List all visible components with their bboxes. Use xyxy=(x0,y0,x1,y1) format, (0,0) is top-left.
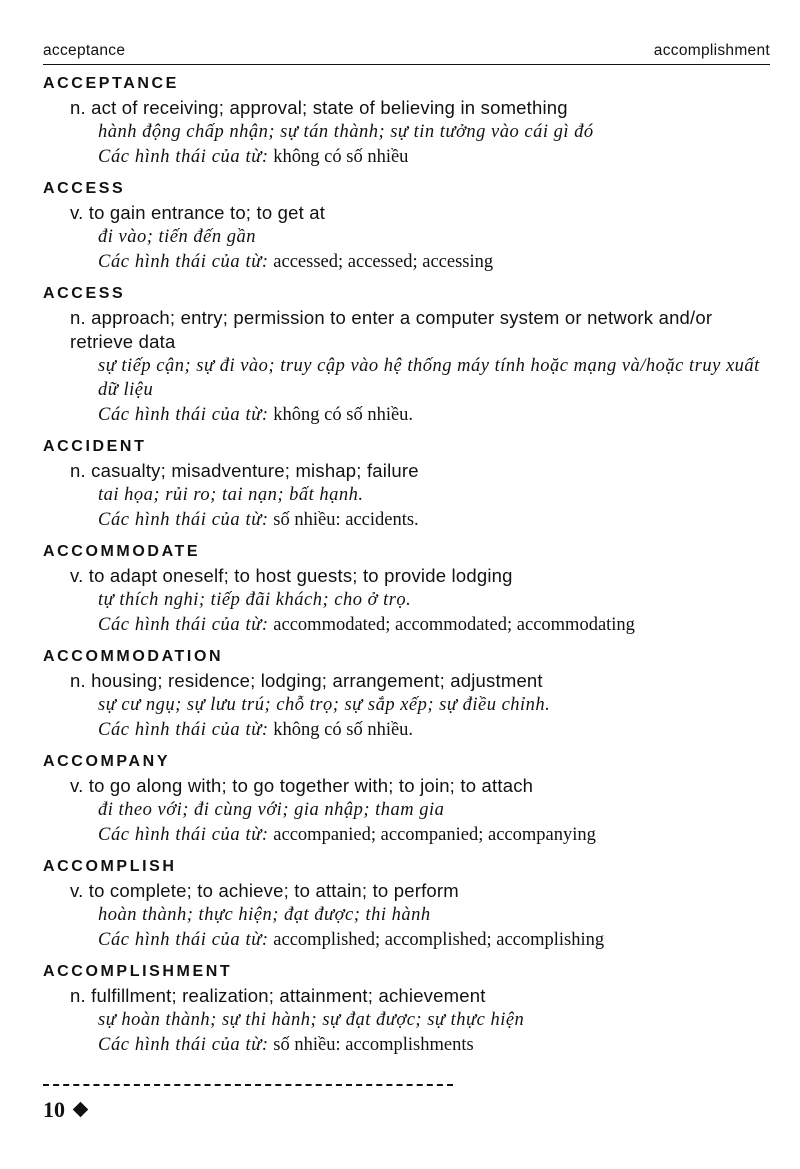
entry-accommodate xyxy=(43,540,770,638)
headword: ACCESS xyxy=(43,180,126,197)
entry-body xyxy=(43,201,770,275)
word-forms-label: Các hình thái của từ: xyxy=(98,825,269,845)
running-header xyxy=(43,40,770,65)
word-forms-label: Các hình thái của từ: xyxy=(98,930,269,950)
word-forms xyxy=(70,717,770,743)
headword: ACCESS xyxy=(43,285,126,302)
left-guide-word: acceptance xyxy=(43,42,126,59)
word-forms-value: accessed; accessed; accessing xyxy=(273,252,494,272)
entry-body xyxy=(43,306,770,428)
english-definition: n. housing; residence; lodging; arrangement; adjustment xyxy=(70,670,543,691)
page-footer xyxy=(43,1097,86,1123)
headword: ACCOMPLISH xyxy=(43,858,177,875)
diamond-icon xyxy=(73,1102,89,1118)
entry-accomplishment xyxy=(43,960,770,1058)
english-definition: v. to gain entrance to; to get at xyxy=(70,202,326,223)
english-definition: n. act of receiving; approval; state of believing in something xyxy=(70,97,568,118)
word-forms-label: Các hình thái của từ: xyxy=(98,1035,269,1055)
word-forms-value: accompanied; accompanied; accompanying xyxy=(273,825,596,845)
word-forms-value: không có số nhiều. xyxy=(273,405,414,425)
headword: ACCIDENT xyxy=(43,438,147,455)
entry-accompany xyxy=(43,750,770,848)
headword: ACCOMPANY xyxy=(43,753,171,770)
word-forms-label: Các hình thái của từ: xyxy=(98,720,269,740)
entry-access-noun xyxy=(43,282,770,428)
word-forms-value: accommodated; accommodated; accommodating xyxy=(273,615,635,635)
word-forms-label: Các hình thái của từ: xyxy=(98,405,269,425)
entry-accident xyxy=(43,435,770,533)
vietnamese-translation: đi vào; tiến đến gần xyxy=(98,227,256,247)
headword: ACCOMPLISHMENT xyxy=(43,963,233,980)
vietnamese-translation: tai họa; rủi ro; tai nạn; bất hạnh. xyxy=(98,485,364,505)
page-number: 10 xyxy=(43,1097,65,1122)
entry-body xyxy=(43,459,770,533)
english-definition: n. approach; entry; permission to enter a computer system or network and/or retrieve data xyxy=(70,307,713,352)
english-definition: n. casualty; misadventure; mishap; failure xyxy=(70,460,419,481)
entry-body xyxy=(43,984,770,1058)
entry-body xyxy=(43,96,770,170)
vietnamese-translation: sự hoàn thành; sự thi hành; sự đạt được; sự thực hiện xyxy=(98,1010,525,1030)
entry-body xyxy=(43,669,770,743)
entry-accommodation xyxy=(43,645,770,743)
english-definition: v. to adapt oneself; to host guests; to provide lodging xyxy=(70,565,513,586)
word-forms-label: Các hình thái của từ: xyxy=(98,147,269,167)
word-forms-value: không có số nhiều. xyxy=(273,720,414,740)
headword: ACCEPTANCE xyxy=(43,75,179,92)
word-forms-label: Các hình thái của từ: xyxy=(98,252,269,272)
vietnamese-translation: sự tiếp cận; sự đi vào; truy cập vào hệ thống máy tính hoặc mạng và/hoặc truy xuất dữ liệu xyxy=(98,356,760,400)
entry-body xyxy=(43,564,770,638)
vietnamese-translation: hoàn thành; thực hiện; đạt được; thi hành xyxy=(98,905,431,925)
english-definition: n. fulfillment; realization; attainment; achievement xyxy=(70,985,486,1006)
word-forms xyxy=(70,249,770,275)
word-forms xyxy=(70,402,770,428)
word-forms xyxy=(70,612,770,638)
vietnamese-translation: đi theo với; đi cùng với; gia nhập; tham gia xyxy=(98,800,445,820)
word-forms-label: Các hình thái của từ: xyxy=(98,510,269,530)
vietnamese-translation: sự cư ngụ; sự lưu trú; chỗ trọ; sự sắp xếp; sự điều chỉnh. xyxy=(98,695,551,715)
headword: ACCOMMODATE xyxy=(43,543,201,560)
footer-dashed-rule xyxy=(43,1084,453,1086)
entry-body xyxy=(43,774,770,848)
entry-access-verb xyxy=(43,177,770,275)
english-definition: v. to complete; to achieve; to attain; to perform xyxy=(70,880,459,901)
headword: ACCOMMODATION xyxy=(43,648,224,665)
entry-accomplish xyxy=(43,855,770,953)
vietnamese-translation: hành động chấp nhận; sự tán thành; sự tin tưởng vào cái gì đó xyxy=(98,122,594,142)
dictionary-entries xyxy=(43,72,770,1065)
english-definition: v. to go along with; to go together with; to join; to attach xyxy=(70,775,534,796)
entry-acceptance xyxy=(43,72,770,170)
word-forms xyxy=(70,1032,770,1058)
word-forms xyxy=(70,144,770,170)
word-forms-value: accomplished; accomplished; accomplishing xyxy=(273,930,605,950)
word-forms-value: số nhiều: accomplishments xyxy=(273,1035,474,1055)
word-forms xyxy=(70,822,770,848)
word-forms xyxy=(70,507,770,533)
vietnamese-translation: tự thích nghi; tiếp đãi khách; cho ở trọ. xyxy=(98,590,412,610)
word-forms xyxy=(70,927,770,953)
word-forms-value: không có số nhiều xyxy=(273,147,409,167)
word-forms-value: số nhiều: accidents. xyxy=(273,510,419,530)
right-guide-word: accomplishment xyxy=(653,42,770,59)
word-forms-label: Các hình thái của từ: xyxy=(98,615,269,635)
entry-body xyxy=(43,879,770,953)
